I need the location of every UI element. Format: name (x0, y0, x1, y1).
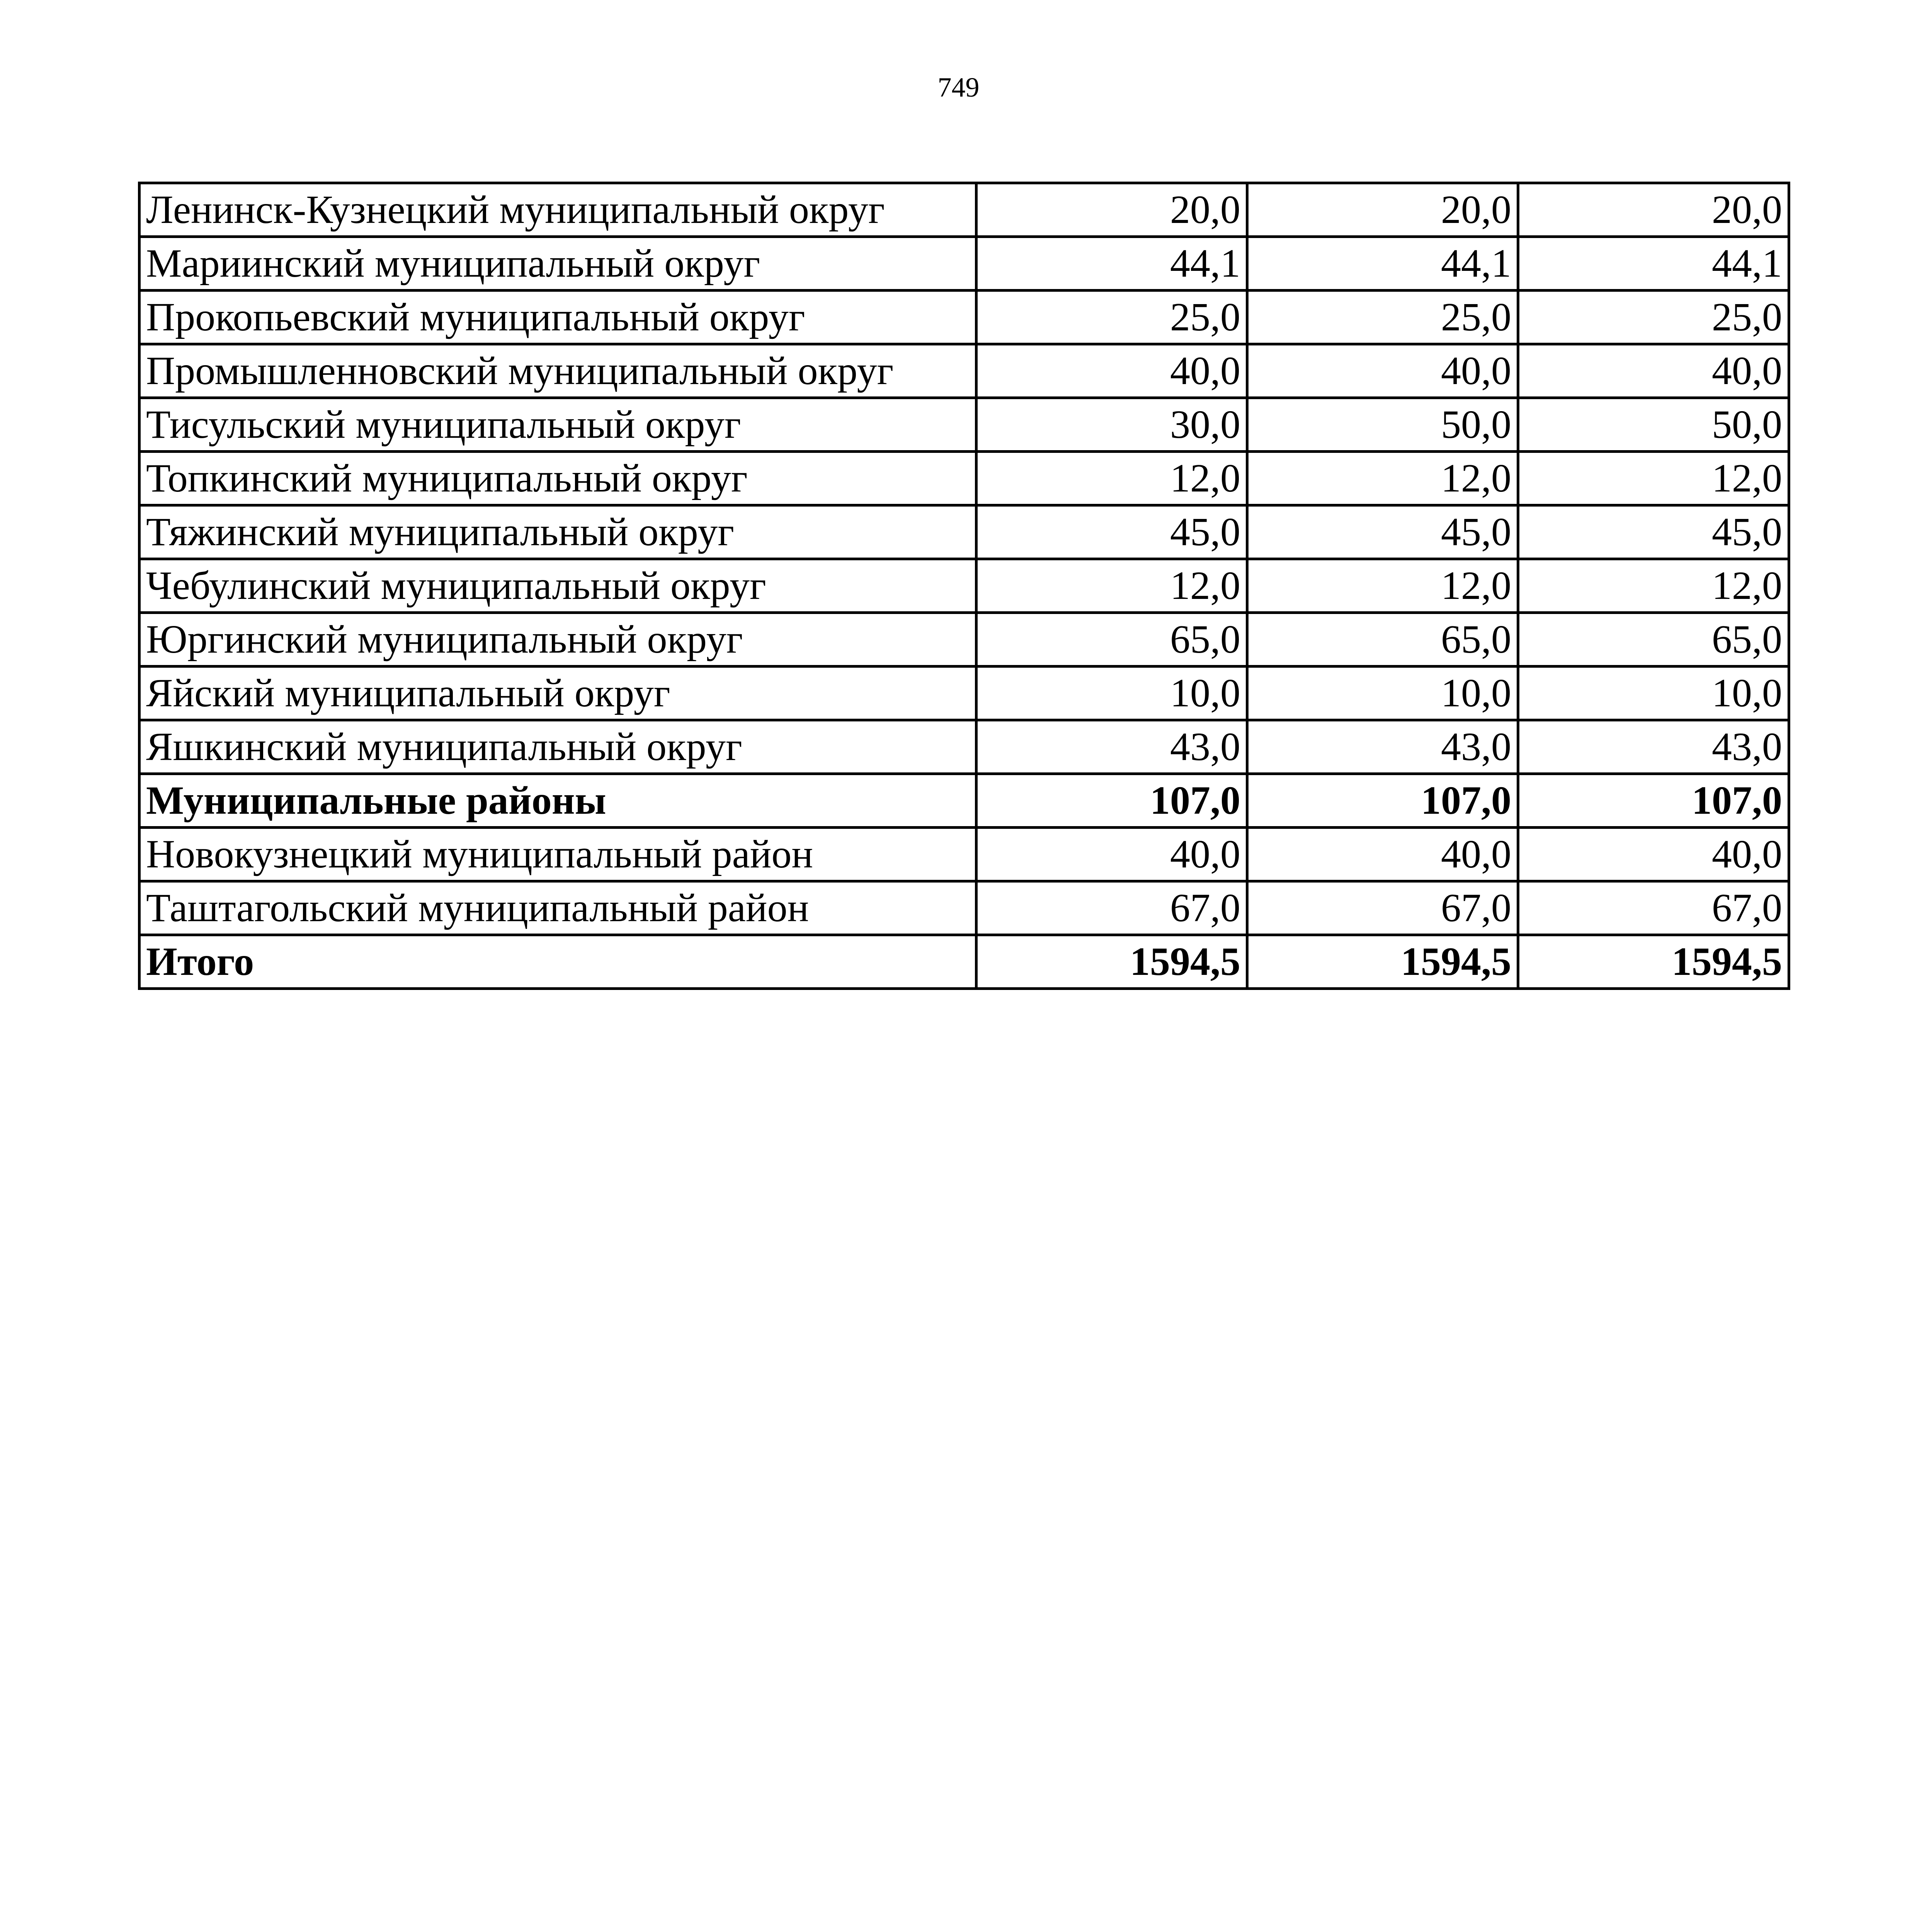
value-cell-3: 45,0 (1518, 505, 1789, 559)
value-cell-3: 107,0 (1518, 774, 1789, 828)
row-name-cell: Новокузнецкий муниципальный район (139, 828, 976, 881)
table-body (139, 183, 1789, 989)
row-name-cell: Мариинский муниципальный округ (139, 237, 976, 291)
value-cell-1: 107,0 (976, 774, 1247, 828)
value-cell-3: 43,0 (1518, 720, 1789, 774)
value-cell-1: 44,1 (976, 237, 1247, 291)
value-cell-2: 43,0 (1247, 720, 1518, 774)
value-cell-2: 50,0 (1247, 398, 1518, 452)
value-cell-3: 40,0 (1518, 344, 1789, 398)
row-name-cell: Яйский муниципальный округ (139, 667, 976, 720)
value-cell-3: 10,0 (1518, 667, 1789, 720)
value-cell-2: 20,0 (1247, 183, 1518, 237)
value-cell-1: 45,0 (976, 505, 1247, 559)
value-cell-2: 12,0 (1247, 559, 1518, 613)
row-name-cell: Итого (139, 935, 976, 989)
value-cell-2: 12,0 (1247, 452, 1518, 505)
table-row (139, 398, 1789, 452)
row-name-cell: Ленинск-Кузнецкий муниципальный округ (139, 183, 976, 237)
table-row (139, 183, 1789, 237)
value-cell-3: 65,0 (1518, 613, 1789, 667)
table-row (139, 935, 1789, 989)
page-number: 749 (937, 72, 980, 103)
table-row (139, 774, 1789, 828)
table-row (139, 559, 1789, 613)
value-cell-3: 20,0 (1518, 183, 1789, 237)
row-name-cell: Муниципальные районы (139, 774, 976, 828)
row-name-cell: Тяжинский муниципальный округ (139, 505, 976, 559)
value-cell-1: 25,0 (976, 291, 1247, 344)
table-row (139, 720, 1789, 774)
value-cell-3: 12,0 (1518, 559, 1789, 613)
table-row (139, 881, 1789, 935)
value-cell-2: 10,0 (1247, 667, 1518, 720)
value-cell-3: 67,0 (1518, 881, 1789, 935)
value-cell-3: 1594,5 (1518, 935, 1789, 989)
value-cell-3: 50,0 (1518, 398, 1789, 452)
table-row (139, 667, 1789, 720)
row-name-cell: Яшкинский муниципальный округ (139, 720, 976, 774)
table-row (139, 828, 1789, 881)
value-cell-3: 25,0 (1518, 291, 1789, 344)
value-cell-2: 40,0 (1247, 828, 1518, 881)
table-row (139, 452, 1789, 505)
value-cell-2: 44,1 (1247, 237, 1518, 291)
table-row (139, 505, 1789, 559)
row-name-cell: Тисульский муниципальный округ (139, 398, 976, 452)
table-row (139, 613, 1789, 667)
value-cell-1: 12,0 (976, 559, 1247, 613)
row-name-cell: Промышленновский муниципальный округ (139, 344, 976, 398)
value-cell-1: 43,0 (976, 720, 1247, 774)
value-cell-2: 40,0 (1247, 344, 1518, 398)
value-cell-3: 40,0 (1518, 828, 1789, 881)
value-cell-1: 10,0 (976, 667, 1247, 720)
value-cell-1: 12,0 (976, 452, 1247, 505)
value-cell-2: 25,0 (1247, 291, 1518, 344)
value-cell-2: 107,0 (1247, 774, 1518, 828)
row-name-cell: Чебулинский муниципальный округ (139, 559, 976, 613)
value-cell-3: 12,0 (1518, 452, 1789, 505)
value-cell-1: 30,0 (976, 398, 1247, 452)
value-cell-2: 45,0 (1247, 505, 1518, 559)
table-row (139, 237, 1789, 291)
value-cell-1: 65,0 (976, 613, 1247, 667)
value-cell-1: 40,0 (976, 828, 1247, 881)
row-name-cell: Прокопьевский муниципальный округ (139, 291, 976, 344)
table-row (139, 344, 1789, 398)
row-name-cell: Топкинский муниципальный округ (139, 452, 976, 505)
value-cell-1: 1594,5 (976, 935, 1247, 989)
value-cell-1: 67,0 (976, 881, 1247, 935)
value-cell-2: 67,0 (1247, 881, 1518, 935)
row-name-cell: Таштагольский муниципальный район (139, 881, 976, 935)
value-cell-1: 20,0 (976, 183, 1247, 237)
value-cell-1: 40,0 (976, 344, 1247, 398)
value-cell-2: 1594,5 (1247, 935, 1518, 989)
value-cell-3: 44,1 (1518, 237, 1789, 291)
value-cell-2: 65,0 (1247, 613, 1518, 667)
table-row (139, 291, 1789, 344)
row-name-cell: Юргинский муниципальный округ (139, 613, 976, 667)
data-table (138, 182, 1790, 990)
